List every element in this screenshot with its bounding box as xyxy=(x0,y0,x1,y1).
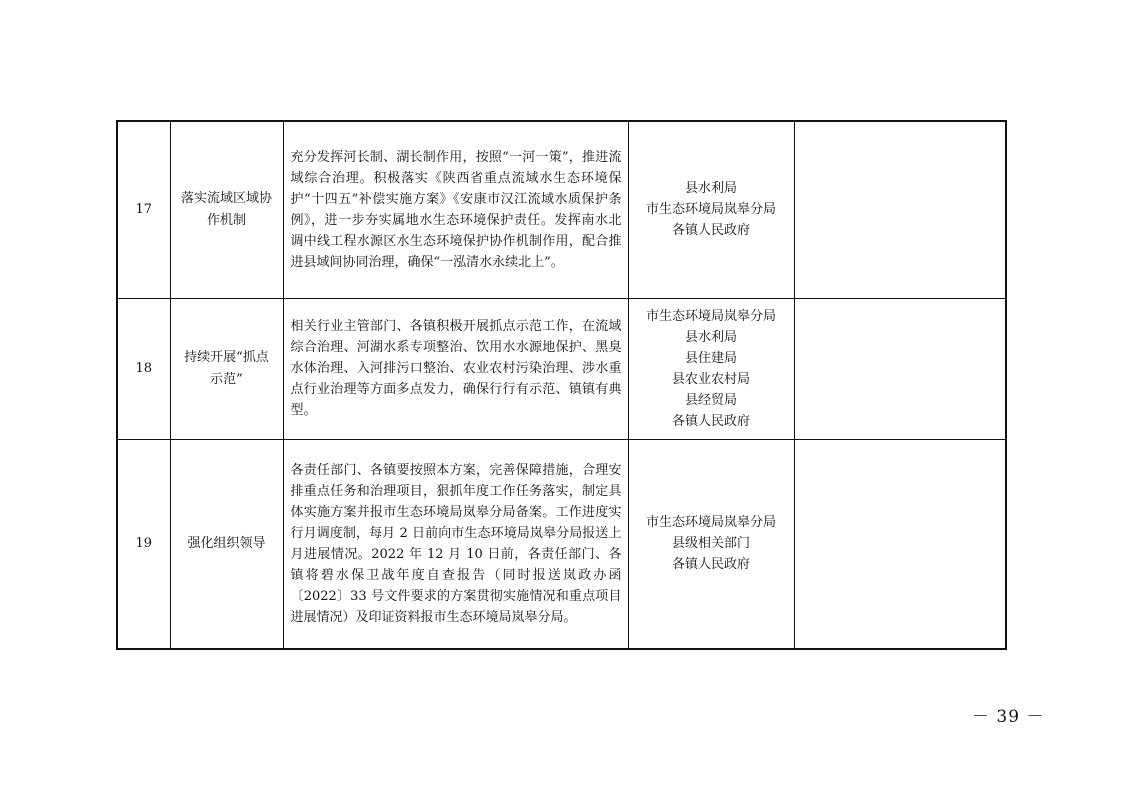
responsible-departments xyxy=(628,121,794,298)
table-row xyxy=(117,121,1006,298)
page-number: － 39 － xyxy=(972,707,1045,727)
table-row xyxy=(117,298,1006,439)
department: 县级相关部门 xyxy=(671,536,750,552)
department: 县水利局 xyxy=(684,181,737,197)
department: 市生态环境局岚皋分局 xyxy=(645,202,776,218)
task-content: 充分发挥河长制、湖长制作用，按照“一河一策”，推进流域综合治理。积极落实《陕西省重点流域水生态环境保护“十四五”补偿实施方案》《安康市汉江流域水质保护条例》，进一步夯实属地水生态环境保护责任。发挥南水北调中线工程水源区水生态环境保护协作机制作用，配合推进县域间协同治理，确保“一泓清水永续北上”。 xyxy=(283,121,628,298)
row-number: 19 xyxy=(117,439,170,649)
department: 各镇人民政府 xyxy=(671,413,750,429)
task-name: 持续开展“抓点示范” xyxy=(170,298,283,439)
task-content: 相关行业主管部门、各镇积极开展抓点示范工作，在流域综合治理、河湖水系专项整治、饮用水水源地保护、黑臭水体治理、入河排污口整治、农业农村污染治理、涉水重点行业治理等方面多点发力，确保行行有示范、镇镇有典型。 xyxy=(283,298,628,439)
department: 市生态环境局岚皋分局 xyxy=(645,308,776,324)
remarks-cell xyxy=(794,121,1006,298)
department: 县水利局 xyxy=(684,329,737,345)
row-number: 17 xyxy=(117,121,170,298)
task-name: 强化组织领导 xyxy=(170,439,283,649)
department: 县农业农村局 xyxy=(671,371,750,387)
task-name: 落实流域区域协作机制 xyxy=(170,121,283,298)
responsible-departments xyxy=(628,439,794,649)
remarks-cell xyxy=(794,298,1006,439)
responsible-departments xyxy=(628,298,794,439)
department: 各镇人民政府 xyxy=(671,557,750,573)
task-content: 各责任部门、各镇要按照本方案，完善保障措施，合理安排重点任务和治理项目，狠抓年度工作任务落实，制定具体实施方案并报市生态环境局岚皋分局备案。工作进度实行月调度制，每月 2 日前向市生态环境局岚皋分局报送上月进展情况。2022 年 12 月 10 日前，各责任部门、各镇将碧水保卫战年度自查报告（同时报送岚政办函〔2022〕33 号文件要求的方案贯彻实施情况和重点项目进展情况）及印证资料报市生态环境局岚皋分局。 xyxy=(283,439,628,649)
remarks-cell xyxy=(794,439,1006,649)
row-number: 18 xyxy=(117,298,170,439)
table-row xyxy=(117,439,1006,649)
department: 各镇人民政府 xyxy=(671,223,750,239)
department: 市生态环境局岚皋分局 xyxy=(645,515,776,531)
department: 县住建局 xyxy=(684,350,737,366)
task-table xyxy=(116,120,1007,650)
department: 县经贸局 xyxy=(684,392,737,408)
